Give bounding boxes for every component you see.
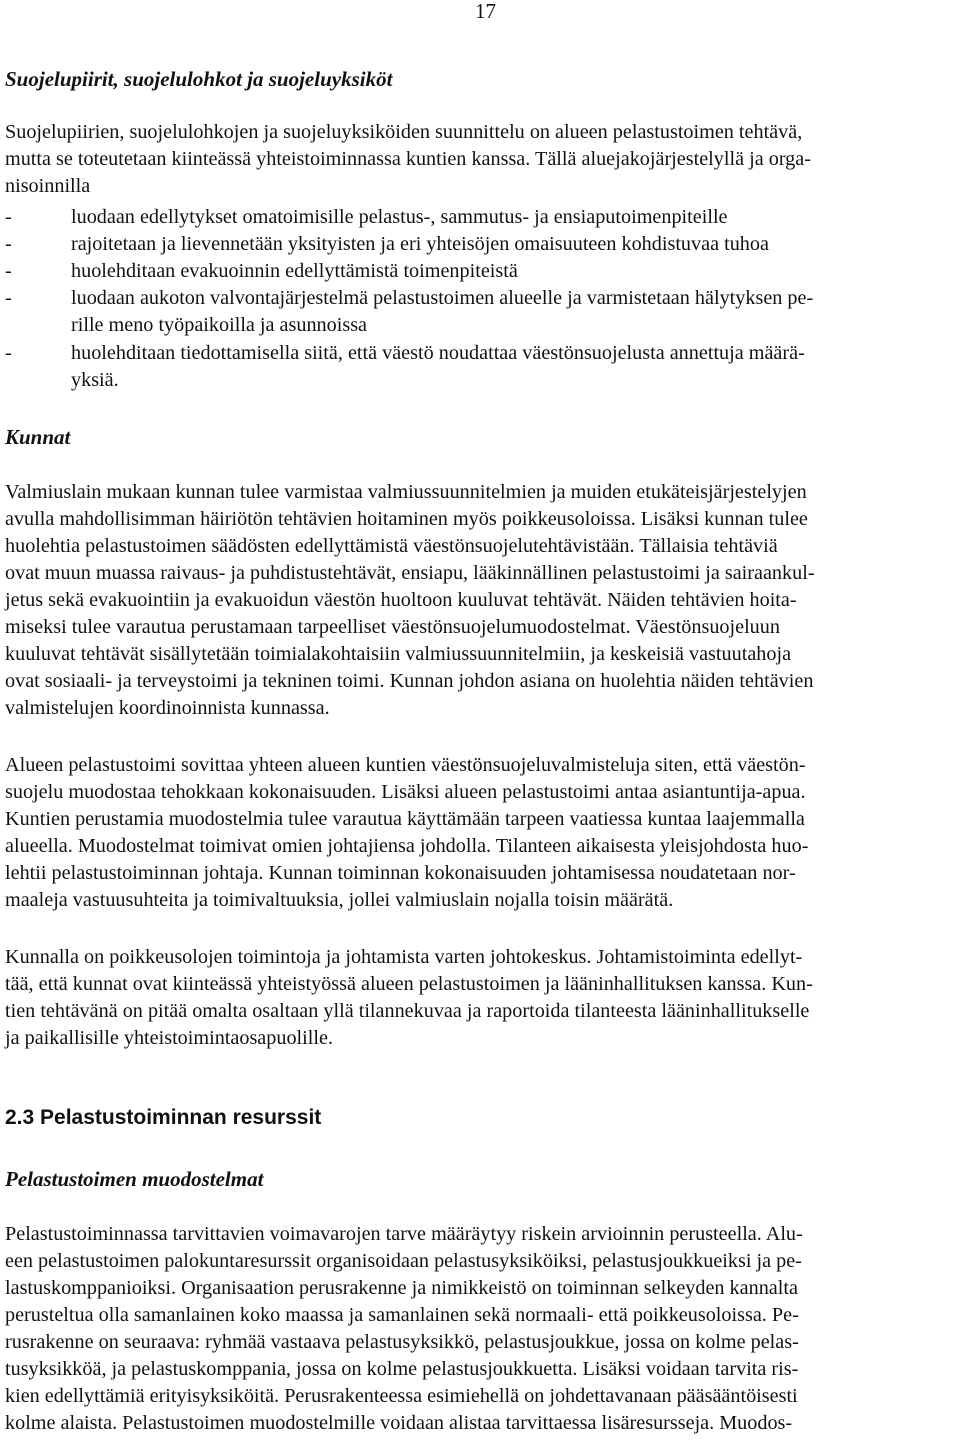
list-item-text: luodaan aukoton valvontajärjestelmä pelastustoimen alueelle ja varmistetaan hälytyksen pe- xyxy=(71,287,814,309)
text-line: lastuskomppanioiksi. Organisaation perusrakenne ja nimikkeistö on toiminnan selkeyden kannalta xyxy=(5,1277,798,1299)
section-heading-suojelupiirit: Suojelupiirit, suojelulohkot ja suojeluyksiköt xyxy=(5,67,393,91)
text-line: ja paikallisille yhteistoimintaosapuolille. xyxy=(5,1027,333,1049)
section-heading-resurssit: 2.3 Pelastustoiminnan resurssit xyxy=(5,1106,322,1129)
text-line: Valmiuslain mukaan kunnan tulee varmistaa valmiussuunnitelmien ja muiden etukäteisjärjestelyjen xyxy=(5,481,807,503)
text-line: Kuntien perustamia muodostelmia tulee varautua käyttämään tarpeen vaatiessa kuntaa laajemmalla xyxy=(5,808,805,830)
text-line: kuuluvat tehtävät sisällytetään toimialakohtaisiin valmiussuunnitelmiin, ja keskeisiä vastuutahoja xyxy=(5,643,792,665)
text-line: tää, että kunnat ovat kiinteässä yhteistyössä alueen pelastustoimen ja lääninhallituksen kanssa. Kun- xyxy=(5,973,813,995)
section-heading-kunnat: Kunnat xyxy=(5,425,71,449)
text-line: nisoinnilla xyxy=(5,175,91,197)
list-item-text: huolehditaan tiedottamisella siitä, että väestö noudattaa väestönsuojelusta annettuja määrä- xyxy=(71,342,805,364)
text-line: Suojelupiirien, suojelulohkojen ja suojeluyksiköiden suunnittelu on alueen pelastustoimen tehtävä, xyxy=(5,121,803,143)
text-line: lehtii pelastustoiminnan johtaja. Kunnan toiminnan kokonaisuuden johtamisessa noudatetaan nor- xyxy=(5,862,796,884)
text-line: suojelu muodostaa tehokkaan kokonaisuuden. Lisäksi alueen pelastustoimi antaa asiantuntija-apua. xyxy=(5,781,806,803)
list-item-text: luodaan edellytykset omatoimisille pelastus-, sammutus- ja ensiaputoimenpiteille xyxy=(71,206,728,228)
text-line: een pelastustoimen palokuntaresurssit organisoidaan pelastusyksiköiksi, pelastusjoukkueiksi ja pe- xyxy=(5,1250,802,1272)
list-dash: - xyxy=(5,206,12,228)
text-line: ovat muun muassa raivaus- ja puhdistustehtävät, ensiapu, lääkinnällinen pelastustoimi ja sairaankul- xyxy=(5,562,815,584)
text-line: valmistelujen koordinoinnista kunnassa. xyxy=(5,697,330,719)
text-line: Alueen pelastustoimi sovittaa yhteen alueen kuntien väestönsuojeluvalmisteluja siten, että väestön- xyxy=(5,754,806,776)
text-line: rusrakenne on seuraava: ryhmää vastaava pelastusyksikkö, pelastusjoukkue, jossa on kolme pelas- xyxy=(5,1331,799,1353)
page-number: 17 xyxy=(475,0,496,23)
list-dash: - xyxy=(5,342,12,364)
list-item-text: rille meno työpaikoilla ja asunnoissa xyxy=(71,314,368,336)
text-line: maaleja vastuusuhteita ja toimivaltuuksia, jollei valmiuslain nojalla toisin määrätä. xyxy=(5,889,674,911)
text-line: mutta se toteutetaan kiinteässä yhteistoiminnassa kuntien kanssa. Tällä aluejakojärjestelyllä ja orga- xyxy=(5,148,811,170)
text-line: tien tehtävänä on pitää omalta osaltaan yllä tilannekuvaa ja raportoida tilanteesta lääninhallitukselle xyxy=(5,1000,810,1022)
list-item-text: rajoitetaan ja lievennetään yksityisten ja eri yhteisöjen omaisuuteen kohdistuvaa tuhoa xyxy=(71,233,769,255)
text-line: kien edellyttämiä erityisyksiköitä. Perusrakenteessa esimiehellä on johdettavanaan pääsääntöisesti xyxy=(5,1385,798,1407)
list-dash: - xyxy=(5,233,12,255)
list-dash: - xyxy=(5,260,12,282)
text-line: avulla mahdollisimman häiriötön tehtävien hoitaminen myös poikkeusoloissa. Lisäksi kunnan tulee xyxy=(5,508,808,530)
text-line: Kunnalla on poikkeusolojen toimintoja ja johtamista varten johtokeskus. Johtamistoiminta edellyt- xyxy=(5,946,803,968)
text-line: tusyksikköä, ja pelastuskomppania, jossa on kolme pelastusjoukkuetta. Lisäksi voidaan tarvita ris- xyxy=(5,1358,799,1380)
text-line: miseksi tulee varautua perustamaan tarpeelliset väestönsuojelumuodostelmat. Väestönsuojeluun xyxy=(5,616,780,638)
list-item-text: yksiä. xyxy=(71,369,119,391)
text-line: Pelastustoiminnassa tarvittavien voimavarojen tarve määräytyy riskein arvioinnin perusteella. Alu- xyxy=(5,1223,803,1245)
text-line: kolme alaista. Pelastustoimen muodostelmille voidaan alistaa tarvittaessa lisäresursseja. Muodos- xyxy=(5,1412,793,1434)
list-dash: - xyxy=(5,287,12,309)
text-line: alueella. Muodostelmat toimivat omien johtajiensa johdolla. Tilanteen aikaisesta yleisjohdosta huo- xyxy=(5,835,809,857)
subheading-muodostelmat: Pelastustoimen muodostelmat xyxy=(5,1167,264,1191)
list-item-text: huolehditaan evakuoinnin edellyttämistä toimenpiteistä xyxy=(71,260,518,282)
text-line: huolehtia pelastustoimen säädösten edellyttämistä väestönsuojelutehtävistään. Tällaisia tehtäviä xyxy=(5,535,778,557)
text-line: ovat sosiaali- ja terveystoimi ja tekninen toimi. Kunnan johdon asiana on huolehtia näiden tehtävien xyxy=(5,670,814,692)
text-line: perusteltua olla samanlainen koko maassa ja samanlainen sekä normaali- että poikkeusoloissa. Pe- xyxy=(5,1304,799,1326)
text-line: jetus sekä evakuointiin ja evakuoidun väestön huoltoon kuuluvat tehtävät. Näiden tehtävien hoita- xyxy=(5,589,797,611)
